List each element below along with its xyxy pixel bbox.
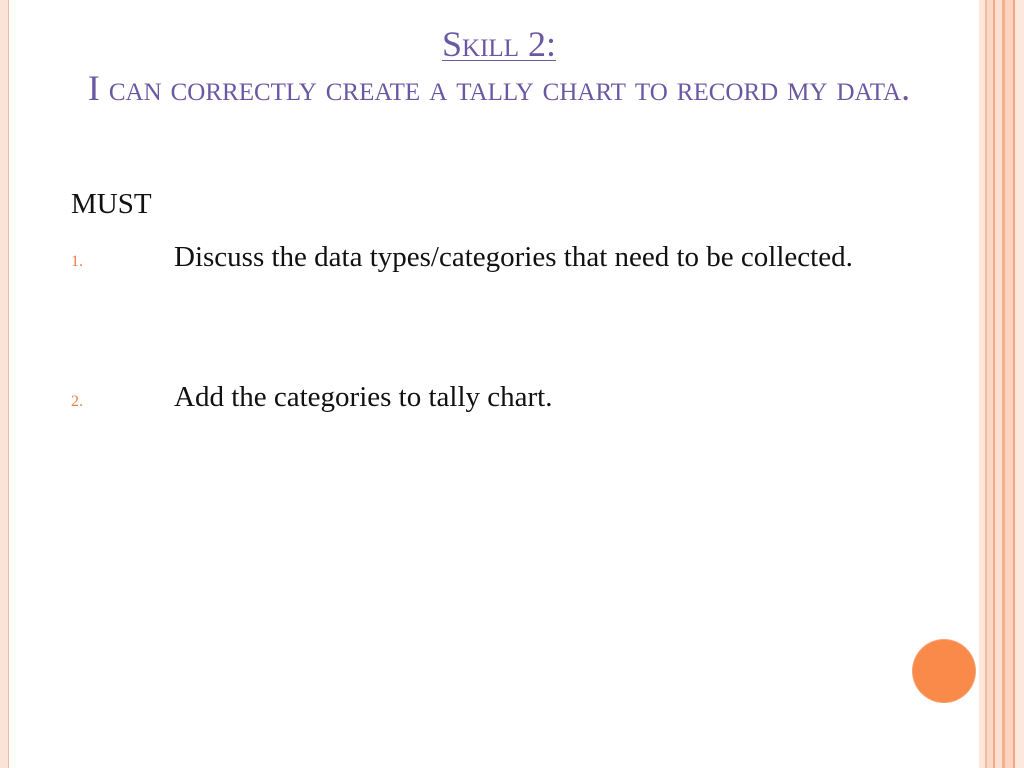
section-label: MUST — [71, 188, 152, 220]
border-stripe — [1005, 0, 1013, 768]
title-line-1: Skill 2: — [442, 24, 556, 64]
right-border-stripes — [979, 0, 1024, 768]
content-area — [9, 0, 979, 768]
list-item — [71, 238, 971, 318]
list-text: Add the categories to tally chart. — [174, 381, 553, 413]
list-item — [71, 378, 971, 418]
slide-title — [49, 22, 949, 110]
list-number: 1. — [71, 253, 83, 270]
title-line-2: I can correctly create a tally chart to record my data. — [87, 68, 911, 108]
orange-circle-icon — [913, 640, 975, 702]
list-text: Discuss the data types/categories that need to be collected. — [174, 241, 853, 273]
list-number: 2. — [71, 393, 83, 410]
border-stripe — [1015, 0, 1024, 768]
border-stripe — [995, 0, 1002, 768]
left-border — [0, 0, 9, 768]
